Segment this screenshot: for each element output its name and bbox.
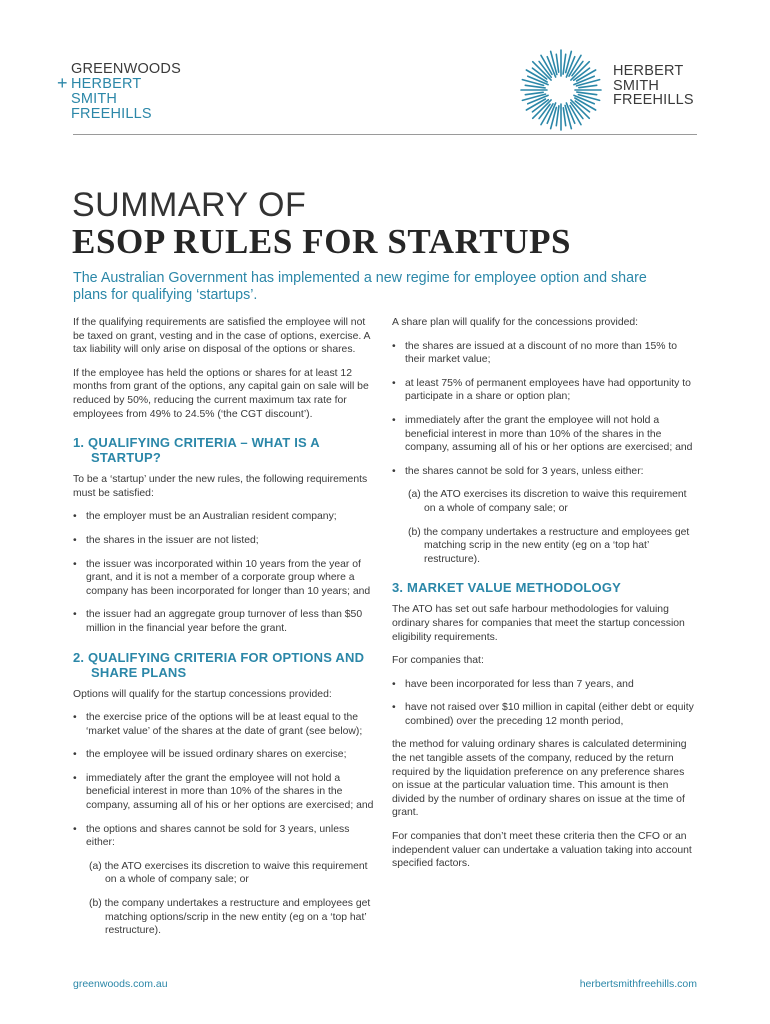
list-item: • have not raised over $10 million in capital (either debt or equity combined) over the preceding 12 month period, (392, 701, 698, 728)
heading-market-value: 3. MARKET VALUE METHODOLOGY (392, 580, 622, 596)
left-paragraph-4: Options will qualify for the startup concessions provided: (73, 688, 332, 700)
right-sub-item-b: (b) the company undertakes a restructure and employees get matching scrip in the new entity (eg on a ‘top hat’ restructure). (408, 526, 690, 565)
startup-criteria-list (73, 510, 377, 635)
list-item: • the employer must be an Australian resident company; (73, 510, 377, 524)
share-plan-criteria-list (392, 340, 698, 479)
list-item: • the shares in the issuer are not listed; (73, 534, 377, 548)
list-item: • have been incorporated for less than 7 years, and (392, 678, 698, 692)
right-sub-item-a: (a) the ATO exercises its discretion to waive this requirement on a whole of company sale; or (408, 489, 687, 514)
footer-link-greenwoods[interactable]: greenwoods.com.au (73, 978, 168, 990)
list-item: • the issuer was incorporated within 10 years from the year of grant, and it is not a member of a corporate group where a company has been incorporated for longer than 10 years; and (73, 558, 377, 599)
right-column (392, 316, 698, 881)
left-paragraph-2: If the employee has held the options or shares for at least 12 months from grant of the options, any capital gain on sale will be reduced by 50%, reducing the current maximum tax rate for employees from 49% to 24.5% (‘the CGT discount’). (73, 367, 369, 420)
intro-text: The Australian Government has implemented a new regime for employee option and share plans for qualifying ‘startups’. (73, 270, 647, 303)
right-paragraph-2: The ATO has set out safe harbour methodologies for valuing ordinary shares for companies that meet the startup concession eligibility requirements. (392, 604, 685, 643)
right-paragraph-5: For companies that don’t meet these criteria then the CFO or an independent valuer can undertake a valuation taking into account specified factors. (392, 831, 692, 870)
list-item: • the issuer had an aggregate group turnover of less than $50 million in the financial year before the grant. (73, 608, 377, 635)
right-paragraph-4: the method for valuing ordinary shares is calculated determining the net tangible assets of the company, reduced by the return required by the liquidation preference on any preference shares on issue at the particular valuation time. This amount is then divided by the number of ordinary shares on issue at the time of grant. (392, 739, 687, 819)
hsf-burst-logo-icon (515, 44, 607, 136)
list-item: • the employee will be issued ordinary shares on exercise; (73, 748, 377, 762)
list-item: • the options and shares cannot be sold for 3 years, unless either: (73, 823, 377, 850)
market-value-criteria-list (392, 678, 698, 729)
heading-options-share-plans: 2. QUALIFYING CRITERIA FOR OPTIONS AND SHARE PLANS (73, 649, 365, 680)
list-item: • immediately after the grant the employee will not hold a beneficial interest in more than 10% of the shares in the company, assuming all of his or her options are exercised; and (73, 772, 377, 813)
title-line2: ESOP RULES FOR STARTUPS (72, 222, 572, 261)
left-paragraph-3: To be a ‘startup’ under the new rules, the following requirements must be satisfied: (73, 474, 368, 499)
right-paragraph-3: For companies that: (392, 655, 484, 667)
logo-plus: + (57, 73, 68, 93)
greenwoods-logo (57, 62, 181, 122)
hsf-logo-text (613, 64, 694, 108)
hsf-logo-line2: SMITH (613, 77, 660, 94)
logo-line-herbert: HERBERT (71, 76, 142, 92)
logo-line-smith: SMITH (71, 91, 118, 107)
hsf-logo-line1: HERBERT (613, 63, 684, 79)
right-paragraph-1: A share plan will qualify for the concessions provided: (392, 317, 639, 328)
list-item: • immediately after the grant the employee will not hold a beneficial interest in more than 10% of the shares in the company, assuming all of his or her options are exercised; and (392, 414, 698, 455)
list-item: • the exercise price of the options will be at least equal to the ‘market value’ of the shares at the date of grant (see below); (73, 711, 377, 738)
heading-qualifying-startup: 1. QUALIFYING CRITERIA – WHAT IS A STARTUP? (73, 435, 320, 466)
left-column (73, 316, 377, 948)
left-sub-item-b: (b) the company undertakes a restructure and employees get matching options/scrip in the new entity (eg on a ‘top hat’ restructure). (89, 898, 371, 937)
logo-line-freehills: FREEHILLS (71, 106, 152, 122)
hsf-logo-line3: FREEHILLS (613, 92, 694, 108)
list-item: • the shares cannot be sold for 3 years, unless either: (392, 465, 698, 479)
footer-link-hsf[interactable]: herbertsmithfreehills.com (579, 978, 697, 990)
header-divider (73, 134, 697, 135)
title-line1: SUMMARY OF (72, 186, 307, 224)
list-item: • the shares are issued at a discount of no more than 15% to their market value; (392, 340, 698, 367)
left-paragraph-1: If the qualifying requirements are satisfied the employee will not be taxed on grant, vesting and in the case of options, exercise. A tax liability will only arise on disposal of the options or shares. (73, 317, 370, 356)
options-criteria-list (73, 711, 377, 850)
logo-line-greenwoods: GREENWOODS (71, 61, 181, 77)
left-sub-item-a: (a) the ATO exercises its discretion to waive this requirement on a whole of company sale; or (89, 860, 368, 886)
list-item: • at least 75% of permanent employees have had opportunity to participate in a share or option plan; (392, 377, 698, 404)
